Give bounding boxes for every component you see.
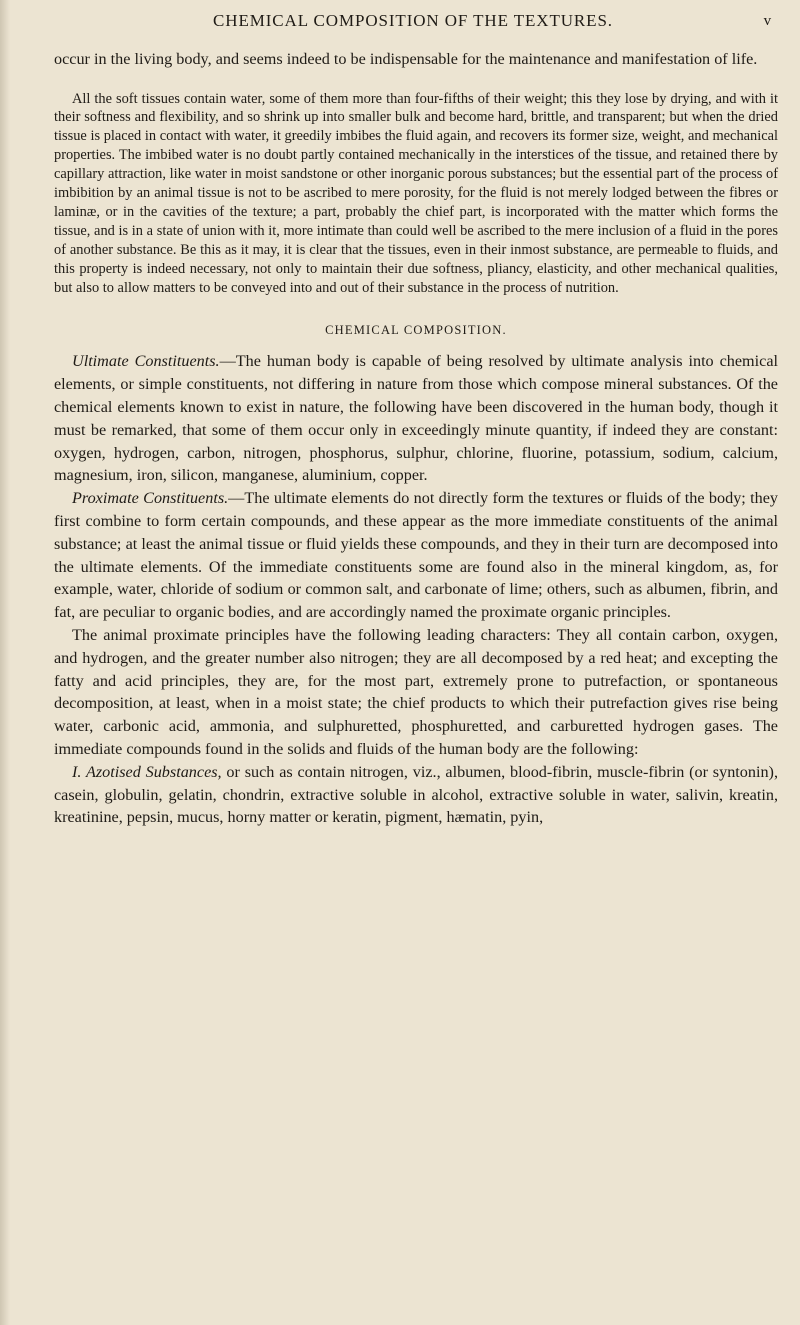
- soft-tissues-paragraph: All the soft tissues contain water, some of them more than four-fifths of their weight; this they lose by drying, and with it their softness and flexibility, and so shrink up into smaller bulk and become hard, brittle, and transparent; but when the dried tissue is placed in contact with water, it greedily imbibes the fluid again, and recovers its former size, weight, and mechanical properties. The imbibed water is no doubt partly contained mechanically in the interstices of the tissue, and retained there by capillary attraction, like water in moist sandstone or other inorganic porous substances; but the essential part of the process of imbibition by an animal tissue is not to be ascribed to mere porosity, for the fluid is not merely lodged between the fibres or laminæ, or in the cavities of the texture; a part, probably the chief part, is incorporated with the matter which forms the tissue, and is in a state of union with it, more intimate than could well be ascribed to the mere inclusion of a fluid in the pores of another substance. Be this as it may, it is clear that the tissues, even in their inmost substance, are permeable to fluids, and this property is indeed necessary, not only to maintain their due softness, pliancy, elasticity, and other mechanical qualities, but also to allow matters to be conveyed into and out of their substance in the process of nutrition.: [54, 90, 778, 296]
- proximate-constituents-lead: Proximate Constituents.: [72, 489, 229, 508]
- proximate-constituents-text: —The ultimate elements do not directly form the textures or fluids of the body; they first combine to form certain compounds, and these appear as the more immediate constituents of the animal substance; at least the animal tissue or fluid yields these compounds, and they in their turn are decomposed into the ultimate elements. Of the immediate constituents some are found also in the mineral kingdom, as, for example, water, chloride of sodium or common salt, and carbonate of lime; others, such as albumen, fibrin, and fat, are peculiar to organic bodies, and are accordingly named the proximate organic principles.: [54, 489, 778, 622]
- ultimate-constituents-text: —The human body is capable of being resolved by ultimate analysis into chemical elements, or simple constituents, not differing in nature from those which compose mineral substances. Of the chemical elements known to exist in nature, the following have been discovered in the human body, though it must be remarked, that some of them occur only in exceedingly minute quantity, if indeed they are constant: oxygen, hydrogen, carbon, nitrogen, phosphorus, sulphur, chlorine, fluorine, potassium, sodium, calcium, magnesium, iron, silicon, manganese, aluminium, copper.: [54, 352, 779, 485]
- page-number: v: [763, 13, 772, 29]
- proximate-constituents-paragraph: [54, 487, 778, 624]
- azotised-substances-lead: I. Azotised Substances,: [72, 762, 222, 781]
- intro-paragraph: occur in the living body, and seems indeed to be indispensable for the maintenance and manifestation of life.: [54, 50, 758, 68]
- ultimate-constituents-paragraph: [54, 350, 778, 487]
- section-heading: CHEMICAL COMPOSITION.: [325, 323, 507, 338]
- running-title: CHEMICAL COMPOSITION OF THE TEXTURES.: [213, 11, 613, 30]
- azotised-substances-paragraph: [54, 761, 778, 829]
- running-head: [54, 6, 772, 36]
- proximate-principles-paragraph: The animal proximate principles have the following leading characters: They all contain carbon, oxygen, and hydrogen, and the greater number also nitrogen; they are all decomposed by a red heat; and excepting the fatty and acid principles, they are, for the most part, extremely prone to putrefaction, or spontaneous decomposition, at least, when in a moist state; the chief products to which their putrefaction gives rise being water, carbonic acid, ammonia, and sulphuretted, phosphuretted, and carburetted hydrogen gases. The immediate compounds found in the solids and fluids of the human body are the following:: [54, 626, 778, 759]
- ultimate-constituents-lead: Ultimate Constituents.: [72, 352, 220, 371]
- azotised-substances-text: or such as contain nitrogen, viz., albumen, blood-fibrin, muscle-fibrin (or syntonin), casein, globulin, gelatin, chondrin, extractive soluble in alcohol, extractive soluble in water, salivin, kreatin, kreatinine, pepsin, mucus, horny matter or keratin, pigment, hæmatin, pyin,: [54, 762, 778, 827]
